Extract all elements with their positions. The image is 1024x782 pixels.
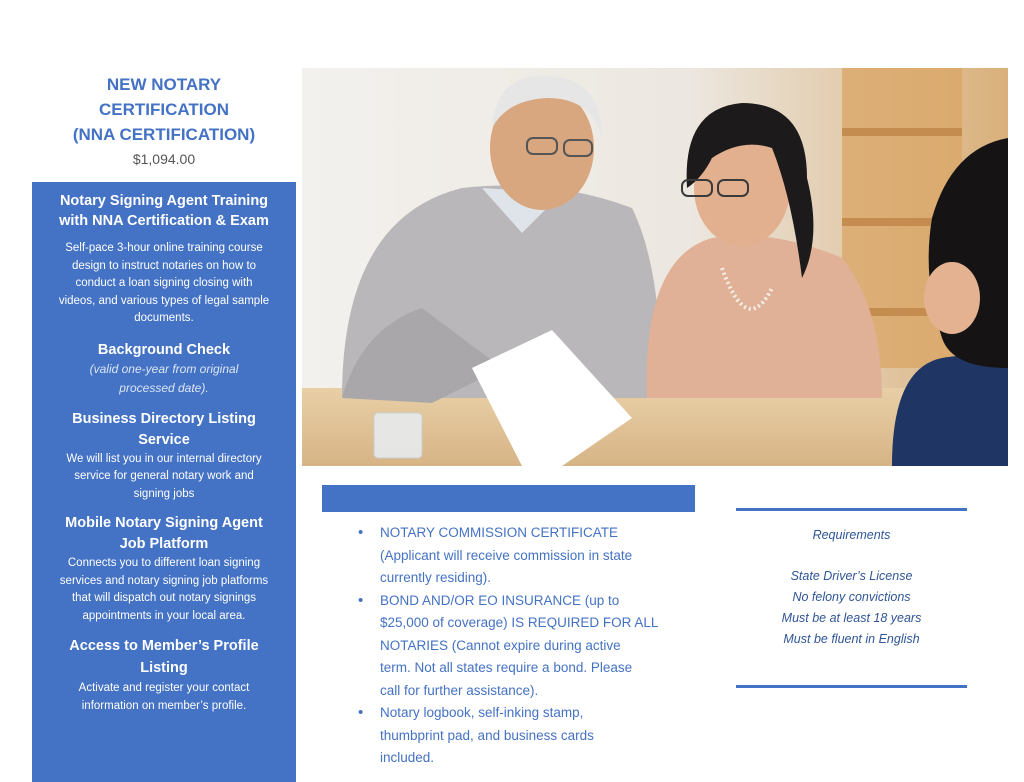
feature-note: (valid one-year from original	[89, 361, 239, 376]
feature-heading: Business Directory Listing	[72, 410, 256, 427]
included-list	[352, 522, 702, 770]
product-header	[32, 72, 296, 169]
feature-note: processed date).	[119, 380, 209, 395]
feature-text: conduct a loan signing closing with	[75, 277, 253, 289]
feature-text: signing jobs	[133, 487, 195, 500]
list-item-line: currently residing).	[380, 570, 492, 585]
feature-heading: Background Check	[97, 341, 231, 358]
feature-text: We will list you in our internal directory	[66, 452, 262, 465]
feature-training	[32, 182, 296, 328]
features-panel	[32, 182, 296, 782]
list-item-line: NOTARIES (Cannot expire during active	[380, 637, 621, 653]
feature-text: Activate and register your contact	[78, 682, 250, 694]
feature-heading: Service	[138, 431, 190, 448]
feature-text: documents.	[134, 312, 194, 324]
list-item	[352, 702, 702, 770]
list-item-line: $25,000 of coverage) IS REQUIRED FOR ALL	[380, 615, 659, 630]
feature-job-platform	[32, 513, 296, 625]
feature-heading: Listing	[140, 660, 188, 676]
list-item-line: thumbprint pad, and business cards	[380, 727, 594, 743]
feature-text: design to instruct notaries on how to	[71, 259, 257, 272]
feature-text: information on member’s profile.	[81, 699, 247, 712]
feature-text: Connects you to different loan signing	[67, 557, 261, 569]
list-item-line: • BOND AND/OR EO INSURANCE (up to	[380, 592, 620, 608]
feature-text: appointments in your local area.	[82, 609, 246, 622]
feature-heading: Mobile Notary Signing Agent	[65, 515, 263, 531]
feature-directory-listing	[32, 409, 296, 504]
requirement-item: Must be at least 18 years	[781, 611, 922, 625]
requirement-item: No felony convictions	[792, 590, 911, 604]
product-title-line-3: (NNA CERTIFICATION)	[72, 125, 256, 144]
feature-text: Self-pace 3-hour online training course	[65, 242, 263, 254]
feature-heading: Access to Member’s Profile	[69, 638, 259, 654]
product-price: $1,094.00	[132, 151, 196, 167]
feature-text: that will dispatch out notary signings	[71, 592, 257, 604]
feature-heading: with NNA Certification & Exam	[59, 213, 269, 229]
feature-text: service for general notary work and	[74, 470, 254, 482]
feature-text: videos, and various types of legal sample	[58, 294, 270, 307]
list-item-line: (Applicant will receive commission in state	[380, 547, 633, 563]
product-title-line-2: CERTIFICATION	[98, 100, 229, 119]
list-item-line: • NOTARY COMMISSION CERTIFICATE	[380, 525, 619, 540]
list-item-line: call for further assistance).	[380, 682, 539, 698]
list-item	[352, 590, 702, 703]
list-item	[352, 522, 702, 590]
requirement-item: Must be fluent in English	[783, 632, 920, 646]
requirements-list	[736, 566, 967, 650]
list-item-line: included.	[380, 750, 435, 765]
requirement-item: State Driver’s License	[790, 569, 913, 583]
requirements-box	[736, 508, 967, 688]
feature-text: services and notary signing job platforms	[59, 574, 269, 587]
feature-heading: Notary Signing Agent Training	[59, 193, 269, 209]
feature-heading: Job Platform	[119, 536, 209, 552]
product-title-line-1: NEW NOTARY	[106, 75, 222, 94]
section-bar	[322, 485, 695, 512]
photo-seniors-signing-documents	[302, 68, 1008, 466]
list-item-line: term. Not all states require a bond. Please	[380, 660, 633, 675]
list-item-line: • Notary logbook, self-inking stamp,	[380, 705, 584, 720]
requirements-title: Requirements	[812, 528, 891, 542]
feature-background-check	[32, 340, 296, 398]
feature-member-profile	[32, 636, 296, 715]
